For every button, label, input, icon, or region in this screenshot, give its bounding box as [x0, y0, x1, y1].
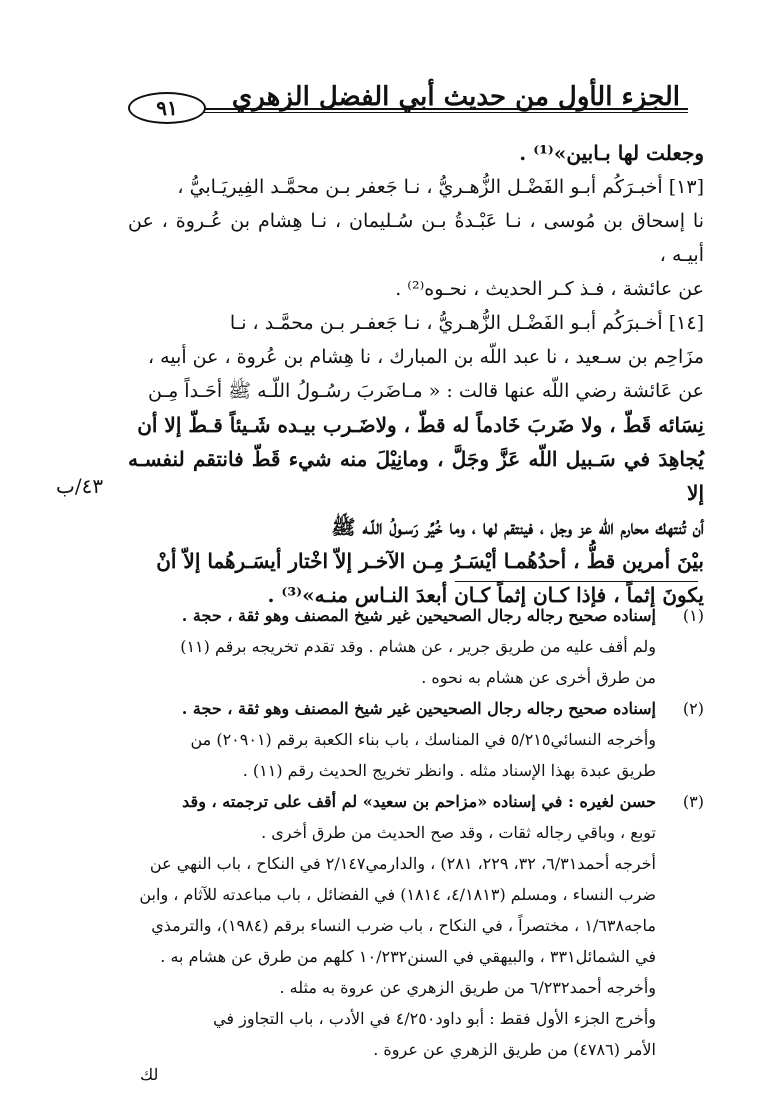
text-line: عن عائشة ، فـذ كـر الحديث ، نحـوه⁽²⁾ .	[395, 278, 704, 300]
footnote-line: الأمر (٤٧٨٦) من طريق الزهري عن عروة .	[373, 1040, 656, 1059]
text-line: [١٣] أخبـرَكُم أبـو الفَضْـل الزُّهـريُّ ، نـا جَعفر بـن محمَّـد الفِيريَـابيُّ ،	[177, 176, 704, 198]
text-line: يُجاهِدَ في سَـبيل اللّه عَزَّ وجَلَّ ، ومانِيْلَ منه شيء قَطّ فانتقم لنفسـه إلا	[128, 447, 704, 505]
bottom-printer-mark: لك	[140, 1065, 159, 1084]
text-line: يكونَ إثماً ، فإذا كـان إثماً كـان أبعدَ النـاس منـه»⁽³⁾ .	[267, 583, 704, 607]
text-line: مزَاحِم بن سـعيد ، نا عبد اللّه بن المبارك ، نا هِشام بن عُروة ، عن أبيه ،	[147, 346, 704, 368]
footnote-line: طريق عبدة بهذا الإسناد مثله . وانظر تخريج الحديث رقم (١١) .	[242, 761, 656, 780]
header-rule	[168, 108, 688, 110]
footnote-3	[128, 786, 704, 1065]
footnote-line: أخرجه أحمد٦/٣١، ٣٢، ٢٢٩، ٢٨١) ، والدارمي٢/١٤٧ في النكاح ، باب النهي عن	[149, 854, 656, 873]
header-rule-thin	[168, 112, 688, 113]
footnote-number: (١)	[682, 606, 704, 625]
running-header	[128, 80, 688, 118]
footnote-separator	[455, 581, 698, 582]
text-line: [١٤] أخـبرَكُم أبـو الفَضْـل الزُّهـريُّ ، نـا جَعفـر بـن محمَّـد ، نـا	[229, 312, 704, 334]
footnote-line: وأخرجه أحمد٦/٢٣٢ من طريق الزهري عن عروة به مثله .	[279, 978, 656, 997]
footnote-line: من طرق أخرى عن هشام به نحوه .	[421, 668, 656, 687]
text-line: وجعلت لها بـابين»⁽¹⁾ .	[519, 141, 704, 165]
footnote-line: توبع ، وباقي رجاله ثقات ، وقد صح الحديث من طرق أخرى .	[261, 823, 656, 842]
footnote-line: إسناده صحيح رجاله رجال الصحيحين غير شيخ المصنف وهو ثقة ، حجة .	[181, 699, 656, 718]
manuscript-folio-note: ٤٣/ب	[56, 474, 104, 498]
footnote-number: (٢)	[682, 699, 704, 718]
header-title: الجزء الأول من حديث أبي الفضل الزهري	[231, 82, 680, 112]
text-line: نِسَائه قَطّ ، ولا ضَربَ خَادماً له قطّ ، ولاضَـرب بيـده شَـيئاً قـطّ إلا أن	[137, 413, 704, 437]
text-line: عن عَائشة رضي اللّه عنها قالت : « مـاضَربَ رسُـولُ اللّـه ﷺ أحَـداً مِـن	[148, 380, 704, 402]
main-text	[128, 136, 704, 612]
text-line: أن تُنتهك محارم اللّه عز وجل ، فينتقم لها ، وما خُيِّر رَسـولُ اللّـه ﷺ	[331, 515, 704, 539]
footnote-line: ولم أقف عليه من طريق جرير ، عن هشام . وقد تقدم تخريجه برقم (١١)	[180, 637, 656, 656]
footnote-line: وأخرجه النسائي٥/٢١٥ في المناسك ، باب بناء الكعبة برقم (٢٠٩٠١) من	[190, 730, 656, 749]
text-line: نا إسحاق بن مُوسى ، نـا عَبْـدةُ بـن سُـليمان ، نـا هِشام بن عُـروة ، عن أبيـه ،	[128, 210, 704, 266]
footnote-number: (٣)	[682, 792, 704, 811]
footnotes	[128, 600, 704, 1065]
footnote-line: في الشمائل٣٣١ ، والبيهقي في السنن١٠/٢٣٢ كلهم من طرق عن هشام به .	[160, 947, 656, 966]
footnote-line: حسن لغيره : في إسناده «مزاحم بن سعيد» لم أقف على ترجمته ، وقد	[182, 792, 656, 811]
page-number: ٩١	[128, 92, 206, 124]
footnote-line: ماجه١/٦٣٨ ، مختصراً ، في النكاح ، باب ضرب النساء برقم (١٩٨٤)، والترمذي	[151, 916, 656, 935]
footnote-line: ضرب النساء ، ومسلم (٤/١٨١٣، ١٨١٤) في الفضائل ، باب مباعدته للآثام ، وابن	[139, 885, 656, 904]
footnote-line: إسناده صحيح رجاله رجال الصحيحين غير شيخ المصنف وهو ثقة ، حجة .	[181, 606, 656, 625]
footnote-1	[128, 600, 704, 693]
footnote-line: وأخرج الجزء الأول فقط : أبو داود٤/٢٥٠ في الأدب ، باب التجاوز في	[213, 1009, 656, 1028]
footnote-2	[128, 693, 704, 786]
text-line: بيْنَ أمرين قطُّ ، أحدُهُمـا أيْسَـرُ مِـن الآخـر إلاّ اخْتار أيسَـرهُما إلاّ أنْ	[156, 549, 704, 573]
